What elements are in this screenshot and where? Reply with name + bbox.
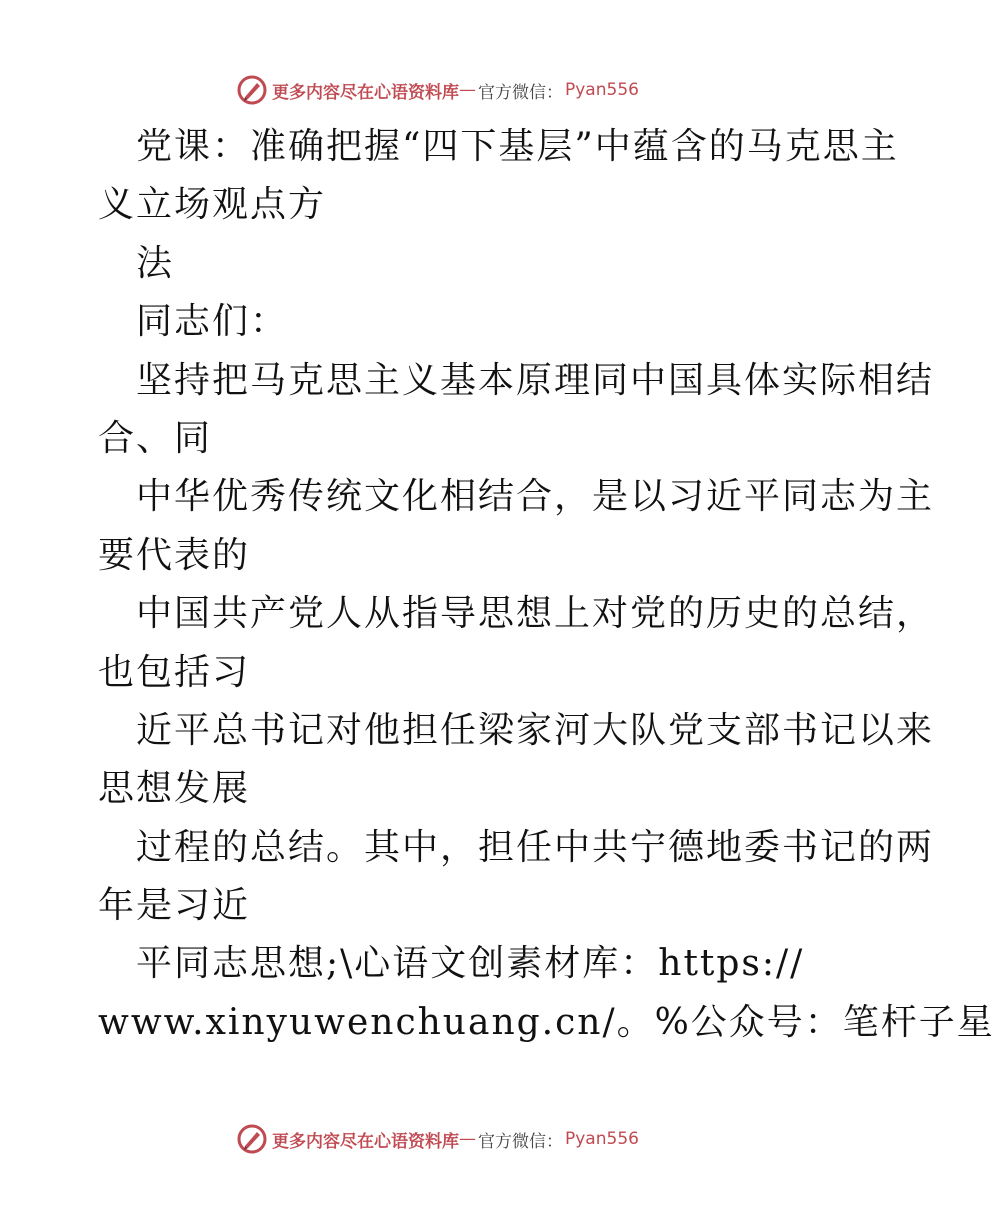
doc-text-line: 也包括习	[98, 651, 251, 693]
doc-text-line: 要代表的	[98, 534, 251, 576]
doc-text-line: 过程的总结。其中，担任中共宁德地委书记的两	[136, 826, 935, 868]
header-site-text: 更多内容尽在心语资料库	[272, 82, 459, 103]
footer-separator: —	[459, 1129, 476, 1149]
doc-text-line: 中国共产党人从指导思想上对党的历史的总结，	[136, 593, 935, 635]
document-body	[98, 118, 995, 1052]
footer-watermark	[236, 1122, 716, 1156]
doc-text-line: 思想发展	[98, 768, 251, 810]
pen-logo-icon	[236, 1123, 268, 1155]
pen-logo-icon	[236, 74, 268, 106]
doc-url-line: www.xinyuwenchuang.cn/。%公众号：笔杆子星	[98, 1001, 995, 1043]
doc-title-line: 党课：准确把握“四下基层”中蕴含的马克思主	[136, 126, 899, 167]
doc-text-line: 合、同	[98, 417, 213, 459]
header-wechat-id: Pyan556	[565, 80, 639, 100]
doc-text-line: 平同志思想;\心语文创素材库：https://	[136, 943, 805, 985]
doc-salutation: 同志们：	[136, 301, 289, 343]
header-wechat-label: 官方微信：	[478, 82, 563, 103]
doc-text-line: 年是习近	[98, 885, 251, 927]
doc-text-line: 中华优秀传统文化相结合，是以习近平同志为主	[136, 476, 935, 518]
header-watermark	[236, 73, 716, 107]
footer-wechat-id: Pyan556	[565, 1129, 639, 1149]
doc-title-line: 法	[136, 242, 175, 284]
footer-site-text: 更多内容尽在心语资料库	[272, 1131, 459, 1152]
footer-wechat-label: 官方微信：	[478, 1131, 563, 1152]
doc-text-line: 坚持把马克思主义基本原理同中国具体实际相结	[136, 359, 935, 401]
header-separator: —	[459, 80, 476, 100]
doc-title-line: 义立场观点方	[98, 184, 327, 226]
doc-text-line: 近平总书记对他担任梁家河大队党支部书记以来	[136, 709, 935, 751]
